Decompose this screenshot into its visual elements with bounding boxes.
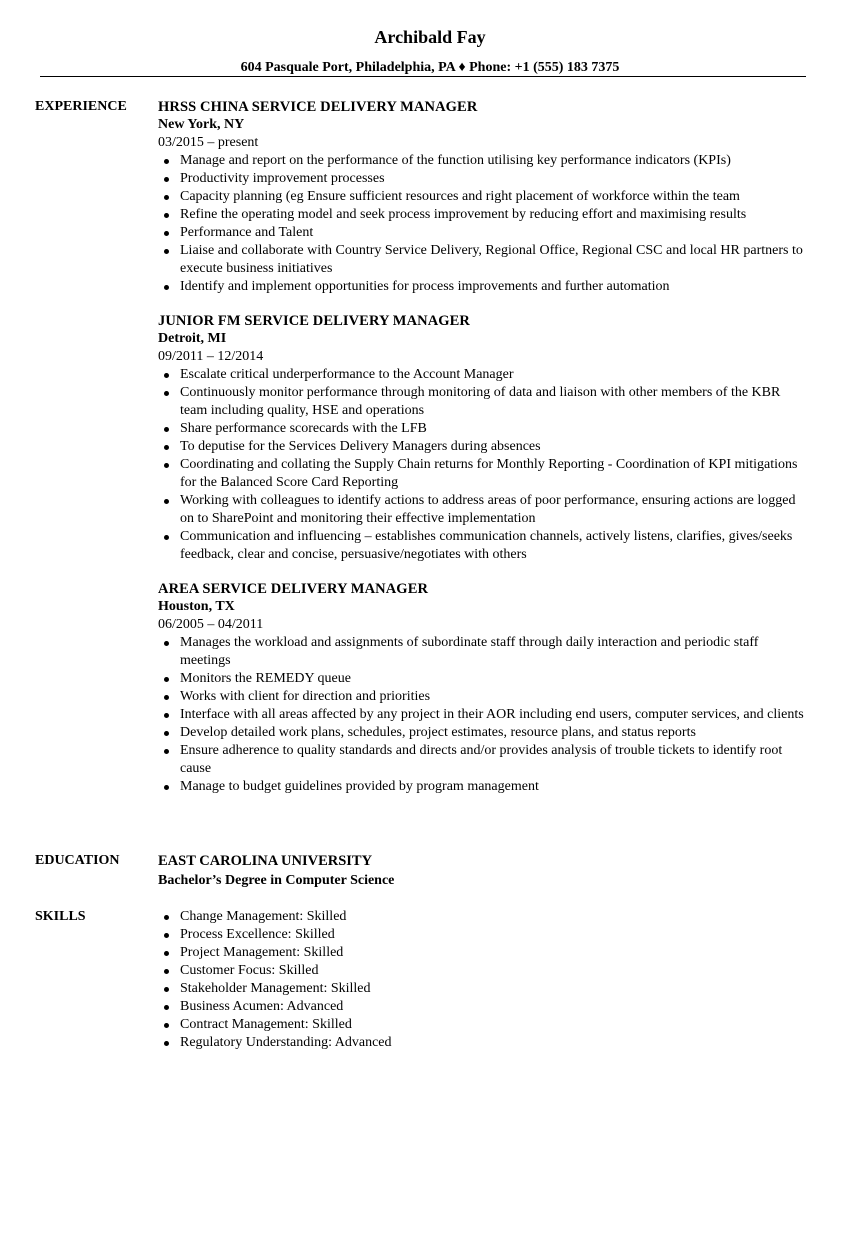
bullet-item: Develop detailed work plans, schedules, project estimates, resource plans, and status reports [180, 724, 808, 742]
job-entry [158, 98, 808, 296]
skill-item: Contract Management: Skilled [180, 1016, 808, 1034]
job-location: New York, NY [158, 117, 245, 132]
bullet-item: Continuously monitor performance through monitoring of data and liaison with other members of the KBR team including quality, HSE and operations [180, 384, 808, 420]
bullet-item: Manage to budget guidelines provided by program management [180, 778, 808, 796]
job-dates: 09/2011 – 12/2014 [158, 349, 264, 364]
job-bullets [158, 634, 808, 796]
job-title: JUNIOR FM SERVICE DELIVERY MANAGER [158, 313, 470, 329]
job-bullets [158, 366, 808, 564]
job-entry [158, 580, 808, 796]
bullet-item: Manage and report on the performance of the function utilising key performance indicators (KPIs) [180, 152, 808, 170]
bullet-item: Productivity improvement processes [180, 170, 808, 188]
bullet-item: Share performance scorecards with the LFB [180, 420, 808, 438]
job-location: Detroit, MI [158, 331, 227, 346]
section-title-experience: EXPERIENCE [35, 99, 127, 114]
bullet-item: Monitors the REMEDY queue [180, 670, 808, 688]
bullet-item: Coordinating and collating the Supply Chain returns for Monthly Reporting - Coordination of KPI mitigations for the Balanced Score Card Reporting [180, 456, 808, 492]
bullet-item: Refine the operating model and seek process improvement by reducing effort and maximising results [180, 206, 808, 224]
skill-item: Stakeholder Management: Skilled [180, 980, 808, 998]
skills-list [158, 908, 808, 1052]
skill-item: Regulatory Understanding: Advanced [180, 1034, 808, 1052]
skill-item: Change Management: Skilled [180, 908, 808, 926]
job-dates: 06/2005 – 04/2011 [158, 617, 264, 632]
resume-header [0, 25, 860, 77]
bullet-item: Manages the workload and assignments of subordinate staff through daily interaction and periodic staff meetings [180, 634, 808, 670]
school-name: EAST CAROLINA UNIVERSITY [158, 853, 373, 869]
degree: Bachelor’s Degree in Computer Science [158, 873, 395, 888]
bullet-item: Performance and Talent [180, 224, 808, 242]
candidate-name: Archibald Fay [374, 27, 486, 47]
section-title-education: EDUCATION [35, 853, 120, 868]
bullet-item: Escalate critical underperformance to the Account Manager [180, 366, 808, 384]
job-title: AREA SERVICE DELIVERY MANAGER [158, 581, 429, 597]
contact-line: 604 Pasquale Port, Philadelphia, PA ♦ Phone: +1 (555) 183 7375 [240, 60, 620, 75]
header-divider [40, 76, 806, 77]
bullet-item: Working with colleagues to identify actions to address areas of poor performance, ensuring actions are logged on to SharePoint and monitoring their effective implementation [180, 492, 808, 528]
bullet-item: Identify and implement opportunities for process improvements and further automation [180, 278, 808, 296]
skill-item: Project Management: Skilled [180, 944, 808, 962]
skill-item: Business Acumen: Advanced [180, 998, 808, 1016]
bullet-item: Communication and influencing – establishes communication channels, actively listens, clarifies, gives/seeks feedback, clear and concise, persuasive/negotiates with others [180, 528, 808, 564]
bullet-item: To deputise for the Services Delivery Managers during absences [180, 438, 808, 456]
job-bullets [158, 152, 808, 296]
skill-item: Process Excellence: Skilled [180, 926, 808, 944]
job-dates: 03/2015 – present [158, 135, 259, 150]
bullet-item: Liaise and collaborate with Country Service Delivery, Regional Office, Regional CSC and local HR partners to execute business initiatives [180, 242, 808, 278]
section-title-skills: SKILLS [35, 909, 86, 924]
bullet-item: Interface with all areas affected by any project in their AOR including end users, computer services, and clients [180, 706, 808, 724]
skill-item: Customer Focus: Skilled [180, 962, 808, 980]
bullet-item: Works with client for direction and priorities [180, 688, 808, 706]
job-location: Houston, TX [158, 599, 235, 614]
job-title: HRSS CHINA SERVICE DELIVERY MANAGER [158, 99, 478, 115]
job-entry [158, 312, 808, 564]
bullet-item: Capacity planning (eg Ensure sufficient resources and right placement of workforce within the team [180, 188, 808, 206]
bullet-item: Ensure adherence to quality standards and directs and/or provides analysis of trouble tickets to identify root cause [180, 742, 808, 778]
